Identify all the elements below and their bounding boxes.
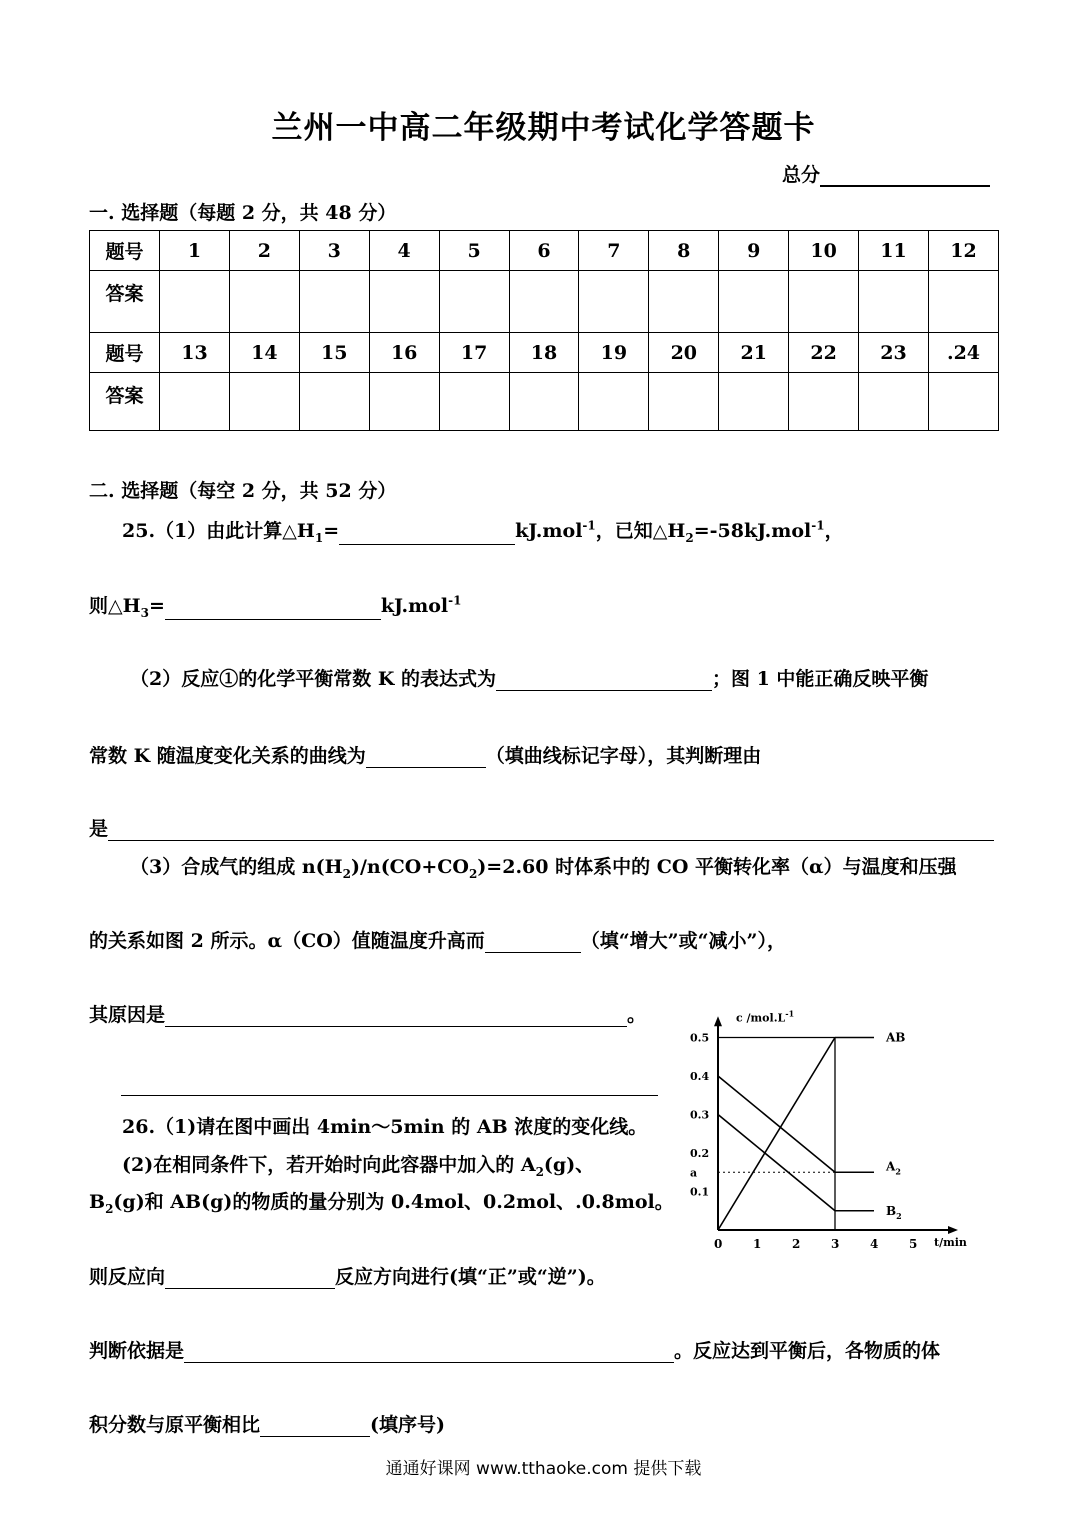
- question-number-cell: 23: [859, 333, 929, 373]
- series-line-AB: [718, 1038, 835, 1231]
- answer-row: [90, 271, 999, 333]
- question-number-cell: 17: [439, 333, 509, 373]
- y-tick-label: 0.3: [690, 1108, 710, 1122]
- x-tick-label: 1: [753, 1237, 762, 1251]
- question-number-cell: 12: [928, 231, 998, 271]
- concentration-time-chart: [680, 995, 1010, 1260]
- x-axis-label: t/min: [934, 1236, 967, 1249]
- x-tick-label: 4: [870, 1237, 879, 1251]
- answer-cell[interactable]: [789, 271, 859, 333]
- row-label-question-number: 题号: [90, 231, 160, 271]
- q25-part3-trend: 的关系如图 2 所示。α（CO）值随温度升高而 （填“增大”或“减小”），: [89, 930, 786, 952]
- answer-cell[interactable]: [439, 373, 509, 431]
- section1-heading: 一. 选择题（每题 2 分，共 48 分）: [89, 202, 397, 224]
- y-tick-label: 0.2: [690, 1147, 710, 1160]
- answer-cell[interactable]: [369, 271, 439, 333]
- question-number-cell: 5: [439, 231, 509, 271]
- volume-fraction-blank[interactable]: [260, 1416, 370, 1437]
- question-number-cell: 22: [789, 333, 859, 373]
- cause-blank[interactable]: [165, 1006, 627, 1027]
- question-number-row: [90, 333, 999, 373]
- y-axis-label: c $/mol.L^{-1}$: [736, 1008, 795, 1025]
- basis-blank[interactable]: [184, 1342, 674, 1363]
- answer-cell[interactable]: [719, 271, 789, 333]
- question-number-cell: 6: [509, 231, 579, 271]
- answer-cell[interactable]: [579, 271, 649, 333]
- answer-cell[interactable]: [160, 373, 230, 431]
- question-number-cell: 9: [719, 231, 789, 271]
- x-tick-label: 3: [831, 1237, 840, 1251]
- answer-row: [90, 373, 999, 431]
- q25-part2-curve: 常数 K 随温度变化关系的曲线为 （填曲线标记字母），其判断理由: [89, 745, 762, 767]
- answer-cell[interactable]: [649, 271, 719, 333]
- y-axis-arrow: [714, 1016, 722, 1026]
- y-tick-label: 0.1: [690, 1185, 710, 1199]
- answer-cell[interactable]: [719, 373, 789, 431]
- answer-cell[interactable]: [509, 271, 579, 333]
- q25-part2-reason: 是: [89, 814, 994, 841]
- direction-blank[interactable]: [165, 1268, 335, 1289]
- series-label: $B_2$: [886, 1203, 902, 1221]
- question-number-cell: 3: [299, 231, 369, 271]
- q25-dh3: 则$\triangle H_3= kJ.mol^{-1}$: [89, 593, 462, 620]
- question-number-cell: 16: [369, 333, 439, 373]
- row-label-question-number: 题号: [90, 333, 160, 373]
- total-score-label: 总分: [782, 164, 821, 186]
- q25-part2: （2）反应①的化学平衡常数 K 的表达式为 ；图 1 中能正确反映平衡: [130, 668, 929, 690]
- answer-cell[interactable]: [229, 271, 299, 333]
- total-score-blank[interactable]: [820, 163, 990, 187]
- question-number-cell: 2: [229, 231, 299, 271]
- q26-basis: 判断依据是 。反应达到平衡后，各物质的体: [89, 1340, 941, 1362]
- x-axis-arrow: [948, 1226, 958, 1234]
- x-tick-label: 5: [909, 1237, 918, 1251]
- series-label: AB: [886, 1030, 906, 1045]
- question-number-cell: 15: [299, 333, 369, 373]
- q25-part1: 25.（1）由此计算$\triangle H_1= kJ.mol^{-1}$，已知$\triangle H_2=-58kJ.mol^{-1}$，: [122, 518, 844, 545]
- question-number-cell: 8: [649, 231, 719, 271]
- answer-cell[interactable]: [789, 373, 859, 431]
- answer-cell[interactable]: [859, 271, 929, 333]
- section2-heading: 二. 选择题（每空 2 分，共 52 分）: [89, 480, 397, 502]
- answer-cell[interactable]: [649, 373, 719, 431]
- q26-part2: (2)在相同条件下，若开始时向此容器中加入的 $A_2(g)$、: [122, 1154, 595, 1179]
- q25-part3-cause: 其原因是 。: [89, 1004, 647, 1026]
- x-tick-label: 2: [792, 1237, 801, 1251]
- answer-cell[interactable]: [299, 271, 369, 333]
- trend-blank[interactable]: [485, 932, 581, 953]
- question-number-cell: 1: [160, 231, 230, 271]
- row-label-answer: 答案: [90, 373, 160, 431]
- answer-cell[interactable]: [928, 271, 998, 333]
- question-number-row: [90, 231, 999, 271]
- q26-direction: 则反应向 反应方向进行(填“正”或“逆”)。: [89, 1266, 606, 1288]
- question-number-cell: 20: [649, 333, 719, 373]
- question-number-cell: 11: [859, 231, 929, 271]
- reason-blank[interactable]: [108, 820, 994, 841]
- dh3-blank[interactable]: [165, 599, 381, 620]
- curve-letter-blank[interactable]: [366, 747, 486, 768]
- q25-part3: （3）合成气的组成 $n(H_2)/n(CO+CO_2)=2.60$ 时体系中的 CO 平衡转化率（α）与温度和压强: [130, 856, 957, 881]
- row-label-answer: 答案: [90, 271, 160, 333]
- answer-cell[interactable]: [229, 373, 299, 431]
- k-expression-blank[interactable]: [496, 670, 712, 691]
- q26-part2-amounts: $B_2(g)$和 AB(g)的物质的量分别为 0.4mol、0.2mol、.0.8mol。: [89, 1191, 674, 1216]
- answer-table: [89, 230, 999, 431]
- question-number-cell: 19: [579, 333, 649, 373]
- question-number-cell: 13: [160, 333, 230, 373]
- question-number-cell: 14: [229, 333, 299, 373]
- x-tick-label: 0: [714, 1237, 723, 1251]
- answer-cell[interactable]: [509, 373, 579, 431]
- answer-cell[interactable]: [369, 373, 439, 431]
- question-number-cell: 18: [509, 333, 579, 373]
- answer-cell[interactable]: [160, 271, 230, 333]
- dh1-blank[interactable]: [339, 524, 515, 545]
- y-tick-label: a: [690, 1166, 698, 1180]
- question-number-cell: .24: [928, 333, 998, 373]
- answer-cell[interactable]: [579, 373, 649, 431]
- q26-part1: 26.（1)请在图中画出 4min～5min 的 AB 浓度的变化线。: [122, 1116, 648, 1138]
- answer-cell[interactable]: [439, 271, 509, 333]
- answer-cell[interactable]: [859, 373, 929, 431]
- total-score: [782, 160, 990, 187]
- question-number-cell: 21: [719, 333, 789, 373]
- y-tick-label: 0.4: [690, 1070, 710, 1083]
- series-line-A2: [718, 1076, 835, 1172]
- q26-volume-fraction: 积分数与原平衡相比 (填序号): [89, 1414, 445, 1436]
- question-number-cell: 7: [579, 231, 649, 271]
- answer-cell[interactable]: [299, 373, 369, 431]
- series-label: $A_2$: [886, 1159, 901, 1177]
- series-line-B2: [718, 1115, 835, 1211]
- question-number-cell: 4: [369, 231, 439, 271]
- page-title: 兰州一中高二年级期中考试化学答题卡: [271, 110, 816, 146]
- question-number-cell: 10: [789, 231, 859, 271]
- y-tick-label: 0.5: [690, 1031, 710, 1045]
- answer-cell[interactable]: [928, 373, 998, 431]
- footer-text: 通通好课网 www.tthaoke.com 提供下载: [385, 1459, 702, 1479]
- cause-continuation-blank[interactable]: [121, 1095, 658, 1096]
